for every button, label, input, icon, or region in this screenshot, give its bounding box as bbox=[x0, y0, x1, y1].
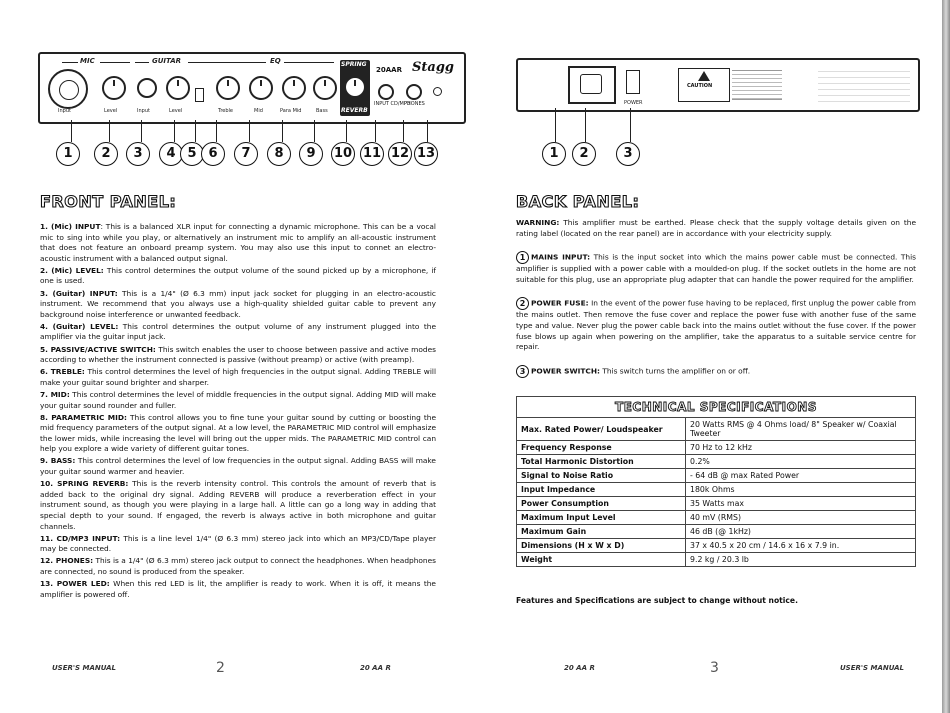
front-item: 12. PHONES: This is a 1/4" (Ø 6.3 mm) stereo jack output to connect the headphones. When headphones are connected, no sound is produced from the speaker. bbox=[40, 556, 436, 576]
table-row: Maximum Input Level 40 mV (RMS) bbox=[517, 511, 916, 525]
table-row: Dimensions (H x W x D) 37 x 40.5 x 20 cm / 14.6 x 16 x 7.9 in. bbox=[517, 539, 916, 553]
bass-knob-icon bbox=[313, 76, 337, 100]
caution-text: CAUTION bbox=[687, 83, 713, 89]
front-item: 4. (Guitar) LEVEL: This control determines the output volume of any instrument plugged into the amplifier via the guitar input jack. bbox=[40, 321, 436, 342]
rating-label-icon bbox=[818, 66, 910, 102]
page-number-right: 3 bbox=[710, 660, 719, 676]
power-label: POWER bbox=[624, 100, 643, 106]
caution-label-icon bbox=[678, 68, 730, 102]
table-row: Total Harmonic Distortion 0.2% bbox=[517, 455, 916, 469]
guitar-level-knob-icon bbox=[166, 76, 190, 100]
group-label-guitar: GUITAR bbox=[152, 57, 182, 65]
control-label-mid: Mid bbox=[254, 108, 263, 114]
front-item: 3. (Guitar) INPUT: This is a 1/4" (Ø 6.3 mm) input jack socket for plugging in an electro-acoustic instrument. We recommend that you always use a high-quality shielded guitar cable to prevent any background noise interference or unwanted feedback. bbox=[40, 288, 436, 319]
treble-knob-icon bbox=[216, 76, 240, 100]
front-panel-title: FRONT PANEL: bbox=[40, 192, 177, 211]
back-item: 2 POWER FUSE: In the event of the power fuse having to be replaced, first unplug the power cable from the mains outlet. Then remove the fuse cover and replace the power fuse with another fuse of the same type and value. Never plug the power cable back into the mains outlet without the fuse cover. If the power fuse blows up again when powering on the amplifier, take the apparatus to a suitable service centre for repair. bbox=[516, 298, 916, 352]
back-item: 1 MAINS INPUT: This is the input socket into which the mains power cable must be connected. This amplifier is supplied with a power cable with a moulded-on plug. If the socket outlets in the home are not suitable for this plug, use an appropriate plug adapter that can handle the power required for the amplifier. bbox=[516, 252, 916, 284]
spec-table-title: TECHNICAL SPECIFICATIONS bbox=[517, 397, 916, 418]
control-label-phones: PHONES bbox=[404, 101, 425, 107]
footer-left-users-manual: USER'S MANUAL bbox=[52, 664, 117, 672]
front-panel-diagram bbox=[38, 52, 466, 124]
footer-right-users-manual: USER'S MANUAL bbox=[840, 664, 905, 672]
control-label-guitar-input: Input bbox=[137, 108, 150, 114]
reverb-knob-icon bbox=[344, 76, 366, 98]
callout-11: 11 bbox=[360, 142, 384, 166]
table-row: Maximum Gain 46 dB (@ 1kHz) bbox=[517, 525, 916, 539]
callout-13: 13 bbox=[414, 142, 438, 166]
front-panel-descriptions bbox=[40, 222, 436, 602]
technical-specifications-table bbox=[516, 396, 916, 567]
callout-1: 1 bbox=[56, 142, 80, 166]
callout-2: 2 bbox=[572, 142, 596, 166]
callout-6: 6 bbox=[201, 142, 225, 166]
callout-8: 8 bbox=[267, 142, 291, 166]
callout-9: 9 bbox=[299, 142, 323, 166]
control-label-para-mid: Para Mid bbox=[280, 108, 302, 114]
group-label-reverb: REVERB bbox=[341, 107, 368, 114]
phones-jack-icon bbox=[406, 84, 422, 100]
control-label-mic-input: Input bbox=[58, 108, 71, 114]
right-page bbox=[510, 0, 915, 713]
xlr-input-icon bbox=[48, 69, 88, 109]
mic-level-knob-icon bbox=[102, 76, 126, 100]
callout-3: 3 bbox=[616, 142, 640, 166]
mid-knob-icon bbox=[249, 76, 273, 100]
brand-label: 20AAR bbox=[376, 66, 402, 74]
table-row: Power Consumption 35 Watts max bbox=[517, 497, 916, 511]
front-item: 8. PARAMETRIC MID: This control allows you to fine tune your guitar sound by cutting or boosting the mid frequency parameters of the output signal. At a low level, the PARAMETRIC MID control will emphasize the lower mids, while increasing the level will bring out the upper mids. The PARAMETRIC MID control can help you explore a wide variety of different guitar tones. bbox=[40, 412, 437, 454]
group-label-spring: SPRING bbox=[341, 61, 367, 68]
para-mid-knob-icon bbox=[282, 76, 306, 100]
spec-disclaimer: Features and Specifications are subject to change without notice. bbox=[516, 596, 798, 605]
back-panel-diagram bbox=[516, 58, 920, 112]
guitar-jack-icon bbox=[137, 78, 157, 98]
warning-paragraph: WARNING: This amplifier must be earthed. Please check that the supply voltage details given on the rating label (located on the rear panel) are in accordance with your electricity supply. bbox=[516, 218, 916, 238]
binding-spine bbox=[942, 0, 950, 713]
callout-3: 3 bbox=[126, 142, 150, 166]
control-label-treble: Treble bbox=[218, 108, 233, 114]
control-label-bass: Bass bbox=[316, 108, 328, 114]
callout-4: 4 bbox=[159, 142, 183, 166]
passive-active-switch-icon bbox=[195, 88, 204, 102]
control-label-guitar-level: Level bbox=[169, 108, 183, 114]
warning-text-block-icon bbox=[732, 70, 782, 100]
table-row: Max. Rated Power/ Loudspeaker 20 Watts RMS @ 4 Ohms load/ 8" Speaker w/ Coaxial Tweeter bbox=[517, 418, 916, 441]
front-item: 9. BASS: This control determines the level of low frequencies in the output signal. Adding BASS will make your guitar sound warmer and heavier. bbox=[40, 456, 436, 477]
stagg-logo: Stagg bbox=[412, 60, 454, 75]
cd-input-jack-icon bbox=[378, 84, 394, 100]
page-number-left: 2 bbox=[216, 660, 225, 676]
group-label-mic: MIC bbox=[80, 57, 95, 65]
back-panel-descriptions bbox=[516, 218, 916, 379]
table-row: Frequency Response 70 Hz to 12 kHz bbox=[517, 441, 916, 455]
table-row: Weight 9.2 kg / 20.3 lb bbox=[517, 553, 916, 567]
callout-1: 1 bbox=[542, 142, 566, 166]
callout-2: 2 bbox=[94, 142, 118, 166]
back-item: 3 POWER SWITCH: This switch turns the amplifier on or off. bbox=[516, 365, 916, 378]
power-led-icon bbox=[433, 87, 442, 96]
table-row: Input Impedance 180k Ohms bbox=[517, 483, 916, 497]
front-item: 6. TREBLE: This control determines the level of high frequencies in the output signal. Adding TREBLE will make your guitar sound brighter and sharper. bbox=[40, 367, 436, 387]
control-label-cd-input: INPUT CD/MP3 bbox=[374, 101, 411, 107]
callout-12: 12 bbox=[388, 142, 412, 166]
front-item: 2. (Mic) LEVEL: This control determines the output volume of the sound picked up by a microphone, if one is used. bbox=[40, 265, 436, 286]
back-panel-title: BACK PANEL: bbox=[516, 192, 640, 211]
callout-7: 7 bbox=[234, 142, 258, 166]
left-page bbox=[30, 0, 454, 713]
front-item: 7. MID: This control determines the level of middle frequencies in the output signal. Adding MID will make your guitar sound rounder and fuller. bbox=[40, 389, 436, 410]
footer-right-model: 20 AA R bbox=[564, 664, 595, 672]
front-item: 5. PASSIVE/ACTIVE SWITCH: This switch enables the user to choose between passive and active modes according to whether the instrument connected is passive (without preamp) or active (with preamp). bbox=[40, 344, 436, 365]
front-item: 13. POWER LED: When this red LED is lit, the amplifier is ready to work. When it is off, it means the amplifier is powered off. bbox=[40, 579, 436, 599]
front-item: 10. SPRING REVERB: This is the reverb intensity control. This controls the amount of reverb that is added back to the original dry signal. Adding REVERB will produce a reverberation effect in your instrument sound, as though you were playing in a large hall. A little can go a long way in adding that special depth to your sound. If engaged, the reverb is always active in both microphone and guitar channels. bbox=[40, 479, 436, 531]
front-item: 1. (Mic) INPUT: This is a balanced XLR input for connecting a dynamic microphone. This can be a vocal mic to sing into while you play, or alternatively an instrument mic to amplify an all-acoustic instrument that does not feature an onboard preamp system. You may also use this input to connet an electro-acoustic instrument with a balanced output signal. bbox=[40, 222, 436, 263]
control-label-mic-level: Level bbox=[104, 108, 118, 114]
group-label-eq: EQ bbox=[270, 57, 281, 65]
spring-reverb-box bbox=[340, 60, 370, 116]
callout-10: 10 bbox=[331, 142, 355, 166]
callout-5: 5 bbox=[180, 142, 204, 166]
front-item: 11. CD/MP3 INPUT: This is a line level 1/4" (Ø 6.3 mm) stereo jack into which an MP3/CD/Tape player may be connected. bbox=[40, 533, 436, 554]
table-row: Signal to Noise Ratio - 64 dB @ max Rated Power bbox=[517, 469, 916, 483]
power-switch-icon bbox=[626, 70, 640, 94]
footer-left-model: 20 AA R bbox=[360, 664, 391, 672]
mains-socket-icon bbox=[568, 66, 616, 104]
